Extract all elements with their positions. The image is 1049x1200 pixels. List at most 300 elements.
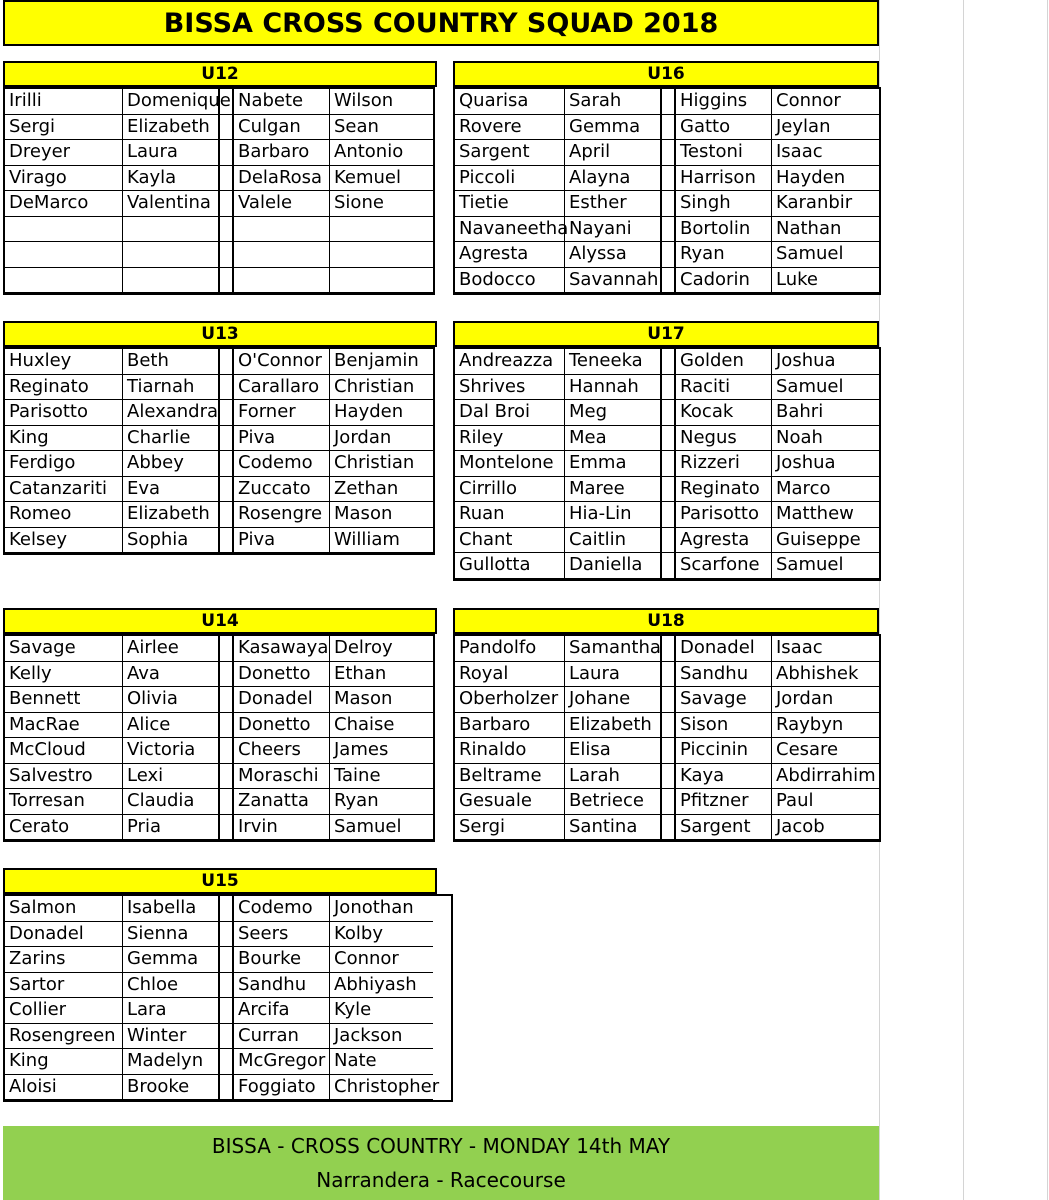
spacer-cell[interactable] — [219, 140, 234, 166]
roster-cell[interactable]: Donadel — [676, 636, 772, 662]
roster-cell[interactable]: Chant — [455, 528, 565, 554]
roster-cell[interactable]: Maree — [565, 477, 661, 503]
roster-cell[interactable]: Foggiato — [234, 1075, 330, 1101]
roster-cell[interactable]: Kelsey — [5, 528, 123, 554]
roster-cell[interactable]: Elizabeth — [565, 713, 661, 739]
spacer-cell[interactable] — [661, 400, 676, 426]
roster-cell[interactable]: Barbaro — [455, 713, 565, 739]
roster-cell[interactable]: Carallaro — [234, 375, 330, 401]
roster-cell[interactable]: Alexandra — [123, 400, 219, 426]
roster-cell[interactable]: Betriece — [565, 789, 661, 815]
roster-cell[interactable]: Rosengre — [234, 502, 330, 528]
roster-cell[interactable]: Riley — [455, 426, 565, 452]
roster-cell[interactable]: Oberholzer — [455, 687, 565, 713]
spacer-cell[interactable] — [219, 349, 234, 375]
roster-cell[interactable]: Hayden — [330, 400, 433, 426]
roster-cell[interactable]: Salvestro — [5, 764, 123, 790]
roster-cell[interactable]: Beltrame — [455, 764, 565, 790]
roster-cell[interactable]: Elizabeth — [123, 115, 219, 141]
u12-header: U12 — [3, 61, 437, 87]
roster-cell[interactable]: Golden — [676, 349, 772, 375]
roster-cell[interactable] — [123, 268, 219, 294]
roster-cell[interactable]: Kolby — [330, 922, 433, 948]
roster-cell[interactable]: Catanzariti — [5, 477, 123, 503]
roster-cell[interactable]: Quarisa — [455, 89, 565, 115]
roster-cell[interactable]: Valele — [234, 191, 330, 217]
roster-cell[interactable]: O'Connor — [234, 349, 330, 375]
spacer-cell[interactable] — [219, 738, 234, 764]
spacer-cell[interactable] — [219, 242, 234, 268]
roster-cell[interactable]: Bortolin — [676, 217, 772, 243]
roster-cell[interactable]: MacRae — [5, 713, 123, 739]
roster-cell[interactable]: Piccoli — [455, 166, 565, 192]
roster-cell[interactable]: Zuccato — [234, 477, 330, 503]
roster-cell[interactable]: Scarfone — [676, 553, 772, 579]
roster-cell[interactable]: Mason — [330, 687, 433, 713]
sheet-title: BISSA CROSS COUNTRY SQUAD 2018 — [3, 0, 879, 46]
roster-cell[interactable]: Dal Broi — [455, 400, 565, 426]
roster-cell[interactable]: Karanbir — [772, 191, 879, 217]
roster-cell[interactable]: Irilli — [5, 89, 123, 115]
spacer-cell[interactable] — [661, 713, 676, 739]
roster-cell[interactable]: Andreazza — [455, 349, 565, 375]
roster-cell[interactable]: Sean — [330, 115, 433, 141]
spacer-cell[interactable] — [661, 426, 676, 452]
roster-cell[interactable]: Ferdigo — [5, 451, 123, 477]
roster-cell[interactable]: Ryan — [676, 242, 772, 268]
roster-cell[interactable]: Paul — [772, 789, 879, 815]
spacer-cell[interactable] — [219, 1024, 234, 1050]
roster-cell[interactable]: Cadorin — [676, 268, 772, 294]
spacer-cell[interactable] — [219, 528, 234, 554]
roster-cell[interactable]: Claudia — [123, 789, 219, 815]
roster-cell[interactable]: King — [5, 426, 123, 452]
roster-cell[interactable]: Savage — [676, 687, 772, 713]
roster-cell[interactable] — [234, 268, 330, 294]
roster-cell[interactable]: Seers — [234, 922, 330, 948]
roster-cell[interactable]: Lara — [123, 998, 219, 1024]
roster-cell[interactable]: Kocak — [676, 400, 772, 426]
roster-cell[interactable]: Kelly — [5, 662, 123, 688]
spacer-cell[interactable] — [661, 217, 676, 243]
roster-cell[interactable]: Forner — [234, 400, 330, 426]
roster-cell[interactable] — [5, 268, 123, 294]
spacer-cell[interactable] — [219, 268, 234, 294]
spacer-cell[interactable] — [219, 815, 234, 841]
roster-cell[interactable]: Samuel — [772, 242, 879, 268]
spacer-cell[interactable] — [219, 375, 234, 401]
roster-cell[interactable]: Olivia — [123, 687, 219, 713]
spacer-cell[interactable] — [219, 687, 234, 713]
spacer-cell[interactable] — [219, 764, 234, 790]
roster-cell[interactable]: Samuel — [772, 375, 879, 401]
spacer-cell[interactable] — [661, 815, 676, 841]
roster-cell[interactable]: Jacob — [772, 815, 879, 841]
roster-cell[interactable]: Savannah — [565, 268, 661, 294]
spacer-cell[interactable] — [219, 922, 234, 948]
roster-cell[interactable] — [123, 217, 219, 243]
roster-cell[interactable]: Abhishek — [772, 662, 879, 688]
roster-cell[interactable]: Ryan — [330, 789, 433, 815]
roster-cell[interactable]: Abhiyash — [330, 973, 433, 999]
roster-cell[interactable]: Rovere — [455, 115, 565, 141]
roster-cell[interactable] — [234, 217, 330, 243]
spacer-cell[interactable] — [219, 998, 234, 1024]
roster-cell[interactable]: Romeo — [5, 502, 123, 528]
roster-cell[interactable]: Kasawaya — [234, 636, 330, 662]
u13-table — [3, 347, 435, 555]
spacer-cell[interactable] — [661, 242, 676, 268]
roster-cell[interactable]: Zethan — [330, 477, 433, 503]
roster-cell[interactable] — [234, 242, 330, 268]
roster-cell[interactable]: Noah — [772, 426, 879, 452]
roster-cell[interactable]: Abdirrahim — [772, 764, 879, 790]
roster-cell[interactable]: Domenique — [123, 89, 219, 115]
roster-cell[interactable]: Connor — [772, 89, 879, 115]
roster-cell[interactable]: Moraschi — [234, 764, 330, 790]
roster-cell[interactable]: Larah — [565, 764, 661, 790]
roster-cell[interactable]: Charlie — [123, 426, 219, 452]
roster-cell[interactable]: Tiarnah — [123, 375, 219, 401]
spacer-cell[interactable] — [661, 687, 676, 713]
roster-cell[interactable]: Alayna — [565, 166, 661, 192]
spacer-cell[interactable] — [661, 553, 676, 579]
spacer-cell[interactable] — [219, 426, 234, 452]
roster-cell[interactable]: Piva — [234, 528, 330, 554]
spacer-cell[interactable] — [661, 502, 676, 528]
spacer-cell[interactable] — [219, 477, 234, 503]
roster-cell[interactable]: Sergi — [455, 815, 565, 841]
roster-cell[interactable]: Codemo — [234, 896, 330, 922]
roster-cell[interactable]: Matthew — [772, 502, 879, 528]
roster-cell[interactable]: Ava — [123, 662, 219, 688]
roster-cell[interactable]: Christian — [330, 451, 433, 477]
spacer-cell[interactable] — [219, 662, 234, 688]
spacer-cell[interactable] — [219, 896, 234, 922]
roster-cell[interactable]: Cerato — [5, 815, 123, 841]
roster-cell[interactable]: Jonothan — [330, 896, 433, 922]
roster-cell[interactable]: Collier — [5, 998, 123, 1024]
roster-cell[interactable]: Rinaldo — [455, 738, 565, 764]
roster-cell[interactable]: Pfitzner — [676, 789, 772, 815]
spacer-cell[interactable] — [219, 502, 234, 528]
roster-cell[interactable]: Savage — [5, 636, 123, 662]
roster-cell[interactable]: Wilson — [330, 89, 433, 115]
roster-cell[interactable]: Piva — [234, 426, 330, 452]
u16-header: U16 — [453, 61, 879, 87]
spacer-cell[interactable] — [661, 268, 676, 294]
roster-cell[interactable]: Shrives — [455, 375, 565, 401]
roster-cell[interactable]: Bennett — [5, 687, 123, 713]
roster-cell[interactable]: Chaise — [330, 713, 433, 739]
roster-cell[interactable]: Bahri — [772, 400, 879, 426]
roster-cell[interactable]: Isabella — [123, 896, 219, 922]
roster-cell[interactable]: Huxley — [5, 349, 123, 375]
roster-cell[interactable]: Tietie — [455, 191, 565, 217]
roster-cell[interactable]: Daniella — [565, 553, 661, 579]
event-banner — [3, 1126, 879, 1200]
roster-cell[interactable]: Joshua — [772, 451, 879, 477]
spacer-cell[interactable] — [661, 738, 676, 764]
roster-cell[interactable]: Guiseppe — [772, 528, 879, 554]
roster-cell[interactable] — [330, 268, 433, 294]
u17-header: U17 — [453, 321, 879, 347]
roster-cell[interactable]: Cheers — [234, 738, 330, 764]
roster-cell[interactable]: Agresta — [455, 242, 565, 268]
spacer-cell[interactable] — [661, 89, 676, 115]
roster-cell[interactable]: James — [330, 738, 433, 764]
roster-cell[interactable]: Sophia — [123, 528, 219, 554]
roster-cell[interactable]: Cesare — [772, 738, 879, 764]
roster-cell[interactable]: King — [5, 1049, 123, 1075]
roster-cell[interactable]: Nate — [330, 1049, 433, 1075]
spacer-cell[interactable] — [219, 947, 234, 973]
gridline — [963, 0, 964, 1200]
roster-cell[interactable]: Harrison — [676, 166, 772, 192]
roster-cell[interactable]: Donadel — [5, 922, 123, 948]
roster-cell[interactable]: Torresan — [5, 789, 123, 815]
roster-cell[interactable]: Donetto — [234, 713, 330, 739]
roster-cell[interactable]: Culgan — [234, 115, 330, 141]
roster-cell[interactable]: Johane — [565, 687, 661, 713]
roster-cell[interactable]: Sienna — [123, 922, 219, 948]
roster-cell[interactable]: Madelyn — [123, 1049, 219, 1075]
roster-cell[interactable]: Marco — [772, 477, 879, 503]
roster-cell[interactable]: Higgins — [676, 89, 772, 115]
roster-cell[interactable]: Testoni — [676, 140, 772, 166]
spacer-cell[interactable] — [661, 477, 676, 503]
roster-cell[interactable]: Montelone — [455, 451, 565, 477]
roster-cell[interactable]: McGregor — [234, 1049, 330, 1075]
roster-cell[interactable]: DelaRosa — [234, 166, 330, 192]
roster-cell[interactable]: Laura — [565, 662, 661, 688]
roster-cell[interactable] — [330, 217, 433, 243]
roster-cell[interactable]: Zarins — [5, 947, 123, 973]
roster-cell[interactable]: Ethan — [330, 662, 433, 688]
spacer-cell[interactable] — [661, 528, 676, 554]
roster-cell[interactable]: Meg — [565, 400, 661, 426]
roster-cell[interactable]: Connor — [330, 947, 433, 973]
roster-cell[interactable]: Irvin — [234, 815, 330, 841]
roster-cell[interactable]: Elisa — [565, 738, 661, 764]
roster-cell[interactable]: Pria — [123, 815, 219, 841]
roster-cell[interactable]: Kaya — [676, 764, 772, 790]
roster-cell[interactable]: Nathan — [772, 217, 879, 243]
spacer-cell[interactable] — [219, 191, 234, 217]
spacer-cell[interactable] — [661, 140, 676, 166]
spacer-cell[interactable] — [219, 89, 234, 115]
roster-cell[interactable]: Jackson — [330, 1024, 433, 1050]
roster-cell[interactable]: Samuel — [330, 815, 433, 841]
roster-cell[interactable]: Gesuale — [455, 789, 565, 815]
roster-cell[interactable]: Lexi — [123, 764, 219, 790]
roster-cell[interactable]: Winter — [123, 1024, 219, 1050]
roster-cell[interactable]: Antonio — [330, 140, 433, 166]
roster-cell[interactable]: Hayden — [772, 166, 879, 192]
roster-cell[interactable] — [123, 242, 219, 268]
roster-cell[interactable]: Abbey — [123, 451, 219, 477]
roster-cell[interactable]: McCloud — [5, 738, 123, 764]
roster-cell[interactable]: Mea — [565, 426, 661, 452]
roster-cell[interactable]: Teneeka — [565, 349, 661, 375]
roster-cell[interactable]: Caitlin — [565, 528, 661, 554]
roster-cell[interactable]: Valentina — [123, 191, 219, 217]
spacer-cell[interactable] — [661, 451, 676, 477]
spacer-cell[interactable] — [219, 636, 234, 662]
spacer-cell[interactable] — [219, 400, 234, 426]
roster-cell[interactable]: Victoria — [123, 738, 219, 764]
roster-cell[interactable]: Santina — [565, 815, 661, 841]
spacer-cell[interactable] — [661, 764, 676, 790]
roster-cell[interactable]: Jordan — [330, 426, 433, 452]
roster-cell[interactable]: Arcifa — [234, 998, 330, 1024]
roster-cell[interactable]: Piccinin — [676, 738, 772, 764]
roster-cell[interactable]: Sargent — [455, 140, 565, 166]
roster-cell[interactable]: Parisotto — [676, 502, 772, 528]
roster-cell[interactable]: Luke — [772, 268, 879, 294]
u14-table — [3, 634, 435, 842]
roster-cell[interactable]: Kayla — [123, 166, 219, 192]
spacer-cell[interactable] — [219, 115, 234, 141]
roster-cell[interactable]: Joshua — [772, 349, 879, 375]
spacer-cell[interactable] — [219, 1049, 234, 1075]
spacer-cell[interactable] — [661, 191, 676, 217]
roster-cell[interactable]: Samuel — [772, 553, 879, 579]
roster-cell[interactable]: Reginato — [676, 477, 772, 503]
roster-cell[interactable]: Mason — [330, 502, 433, 528]
roster-cell[interactable]: Negus — [676, 426, 772, 452]
roster-cell[interactable]: Nabete — [234, 89, 330, 115]
spacer-cell[interactable] — [661, 789, 676, 815]
roster-cell[interactable] — [5, 242, 123, 268]
spacer-cell[interactable] — [661, 349, 676, 375]
roster-cell[interactable]: Alyssa — [565, 242, 661, 268]
roster-cell[interactable]: Isaac — [772, 140, 879, 166]
roster-cell[interactable]: Navaneetha — [455, 217, 565, 243]
roster-cell[interactable]: Rosengreen — [5, 1024, 123, 1050]
roster-cell[interactable]: Sartor — [5, 973, 123, 999]
roster-cell[interactable]: Sison — [676, 713, 772, 739]
roster-cell[interactable]: Kemuel — [330, 166, 433, 192]
roster-cell[interactable]: April — [565, 140, 661, 166]
roster-cell[interactable]: Ruan — [455, 502, 565, 528]
roster-cell[interactable]: Christopher — [330, 1075, 433, 1101]
roster-cell[interactable]: Beth — [123, 349, 219, 375]
roster-cell[interactable]: Sargent — [676, 815, 772, 841]
roster-cell[interactable]: Nayani — [565, 217, 661, 243]
roster-cell[interactable]: Aloisi — [5, 1075, 123, 1101]
roster-cell[interactable]: Eva — [123, 477, 219, 503]
spacer-cell[interactable] — [661, 662, 676, 688]
spacer-cell[interactable] — [661, 115, 676, 141]
roster-cell[interactable]: Airlee — [123, 636, 219, 662]
roster-cell[interactable]: Singh — [676, 191, 772, 217]
spacer-cell[interactable] — [219, 713, 234, 739]
spacer-cell[interactable] — [219, 973, 234, 999]
roster-cell[interactable]: Sergi — [5, 115, 123, 141]
spacer-cell[interactable] — [661, 166, 676, 192]
roster-cell[interactable] — [330, 242, 433, 268]
spacer-cell[interactable] — [219, 451, 234, 477]
spacer-cell[interactable] — [661, 375, 676, 401]
roster-cell[interactable]: Donetto — [234, 662, 330, 688]
roster-cell[interactable]: Jordan — [772, 687, 879, 713]
spacer-cell[interactable] — [219, 1075, 234, 1101]
roster-cell[interactable]: Taine — [330, 764, 433, 790]
roster-cell[interactable]: Agresta — [676, 528, 772, 554]
u15-header: U15 — [3, 868, 437, 894]
roster-cell[interactable]: Gemma — [123, 947, 219, 973]
roster-cell[interactable]: Sandhu — [676, 662, 772, 688]
roster-cell[interactable]: Jeylan — [772, 115, 879, 141]
spacer-cell[interactable] — [219, 217, 234, 243]
event-line-1: BISSA - CROSS COUNTRY - MONDAY 14th MAY — [211, 1134, 671, 1158]
roster-cell[interactable]: Sandhu — [234, 973, 330, 999]
gridline — [1047, 0, 1048, 1200]
roster-cell[interactable]: William — [330, 528, 433, 554]
roster-cell[interactable]: Kyle — [330, 998, 433, 1024]
roster-cell[interactable]: Barbaro — [234, 140, 330, 166]
roster-cell[interactable]: Isaac — [772, 636, 879, 662]
roster-cell[interactable]: Delroy — [330, 636, 433, 662]
roster-cell[interactable]: Gullotta — [455, 553, 565, 579]
roster-cell[interactable]: Laura — [123, 140, 219, 166]
roster-cell[interactable]: Codemo — [234, 451, 330, 477]
roster-cell[interactable]: Donadel — [234, 687, 330, 713]
roster-cell[interactable]: Rizzeri — [676, 451, 772, 477]
u13-header: U13 — [3, 321, 437, 347]
roster-cell[interactable]: Salmon — [5, 896, 123, 922]
roster-cell[interactable]: Christian — [330, 375, 433, 401]
roster-cell[interactable]: Sione — [330, 191, 433, 217]
roster-cell[interactable]: Alice — [123, 713, 219, 739]
spacer-cell[interactable] — [219, 166, 234, 192]
roster-cell[interactable]: Gatto — [676, 115, 772, 141]
roster-cell[interactable]: Bodocco — [455, 268, 565, 294]
spacer-cell[interactable] — [661, 636, 676, 662]
roster-cell[interactable]: Emma — [565, 451, 661, 477]
u17-table — [453, 347, 881, 581]
roster-cell[interactable]: Virago — [5, 166, 123, 192]
roster-cell[interactable]: Hannah — [565, 375, 661, 401]
roster-cell[interactable]: Reginato — [5, 375, 123, 401]
u14-header: U14 — [3, 608, 437, 634]
roster-cell[interactable]: Pandolfo — [455, 636, 565, 662]
roster-cell[interactable]: Sarah — [565, 89, 661, 115]
event-line-2: Narrandera - Racecourse — [316, 1168, 566, 1192]
roster-cell[interactable]: Bourke — [234, 947, 330, 973]
roster-cell[interactable]: Hia-Lin — [565, 502, 661, 528]
roster-cell[interactable]: Raciti — [676, 375, 772, 401]
roster-cell[interactable]: DeMarco — [5, 191, 123, 217]
roster-cell[interactable] — [5, 217, 123, 243]
roster-cell[interactable]: Cirrillo — [455, 477, 565, 503]
roster-cell[interactable]: Brooke — [123, 1075, 219, 1101]
roster-cell[interactable]: Parisotto — [5, 400, 123, 426]
roster-cell[interactable]: Raybyn — [772, 713, 879, 739]
roster-cell[interactable]: Gemma — [565, 115, 661, 141]
roster-cell[interactable]: Royal — [455, 662, 565, 688]
roster-cell[interactable]: Benjamin — [330, 349, 433, 375]
roster-cell[interactable]: Zanatta — [234, 789, 330, 815]
roster-cell[interactable]: Samantha — [565, 636, 661, 662]
roster-cell[interactable]: Dreyer — [5, 140, 123, 166]
roster-cell[interactable]: Chloe — [123, 973, 219, 999]
roster-cell[interactable]: Elizabeth — [123, 502, 219, 528]
spacer-cell[interactable] — [219, 789, 234, 815]
roster-cell[interactable]: Curran — [234, 1024, 330, 1050]
roster-cell[interactable]: Esther — [565, 191, 661, 217]
